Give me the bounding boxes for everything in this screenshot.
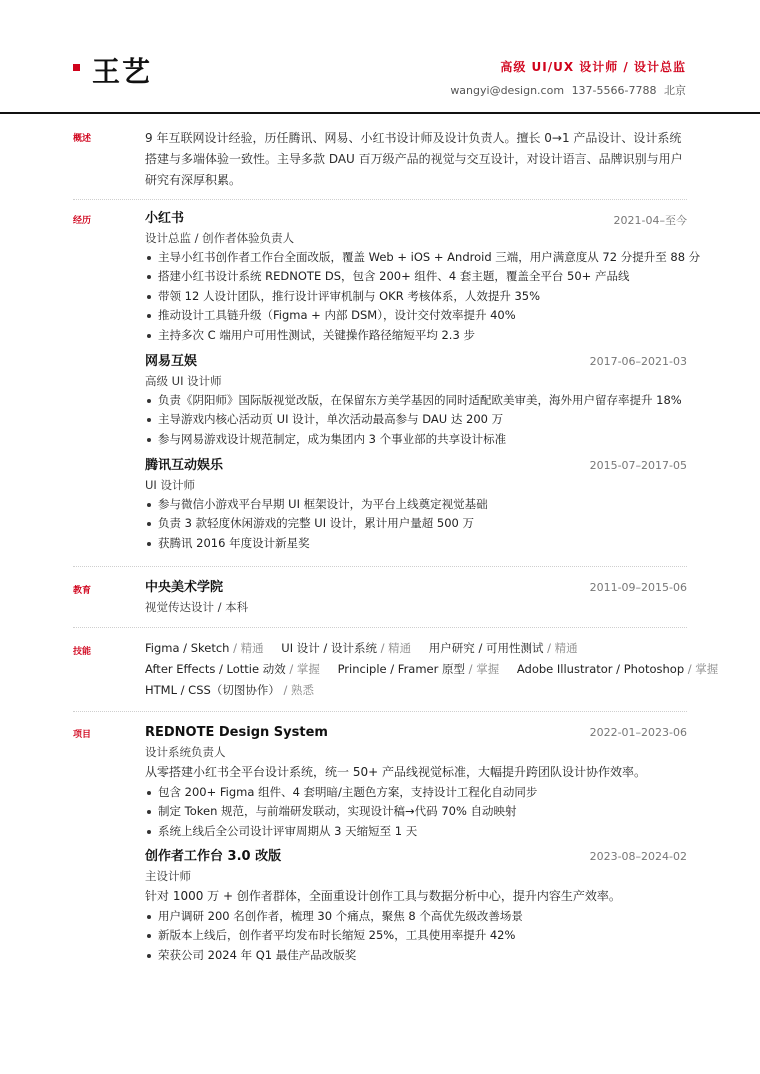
list-item: 包含 200+ Figma 组件、4 套明暗/主题色方案，支持设计工程化自动同步 <box>145 783 687 802</box>
section-divider <box>73 711 687 712</box>
skill-item: After Effects / Lottie 动效 / 掌握 <box>145 662 320 676</box>
entry-date: 2021-04–至今 <box>613 214 687 227</box>
section-divider <box>73 566 687 567</box>
project-entry <box>145 723 687 841</box>
experience-entry <box>145 209 701 345</box>
skills-list <box>145 638 719 701</box>
bullet-list <box>145 783 687 841</box>
entry-role: 主设计师 <box>145 869 191 883</box>
skill-item: UI 设计 / 设计系统 / 精通 <box>281 641 412 655</box>
list-item: 主导游戏内核心活动页 UI 设计，单次活动最高参与 DAU 达 200 万 <box>145 410 687 429</box>
accent-square-icon <box>73 64 80 71</box>
list-item: 荣获公司 2024 年 Q1 最佳产品改版奖 <box>145 946 687 965</box>
project-entry <box>145 847 687 965</box>
bullet-list <box>145 248 701 345</box>
section-label-summary: 概述 <box>73 134 92 144</box>
job-title: 高级 UI/UX 设计师 / 设计总监 <box>500 60 686 74</box>
list-item: 主导小红书创作者工作台全面改版，覆盖 Web + iOS + Android 三端，用户满意度从 72 分提升至 88 分 <box>145 248 687 267</box>
school-name: 中央美术学院 <box>145 580 224 595</box>
phone: 137-5566-7788 <box>571 84 657 97</box>
section-divider <box>73 627 687 628</box>
company-name: 小红书 <box>145 211 185 226</box>
entry-role: 高级 UI 设计师 <box>145 374 222 388</box>
list-item: 参与网易游戏设计规范制定，成为集团内 3 个事业部的共享设计标准 <box>145 430 687 449</box>
project-name: 创作者工作台 3.0 改版 <box>145 849 282 864</box>
education-entry <box>145 578 687 617</box>
list-item: 系统上线后全公司设计评审周期从 3 天缩短至 1 天 <box>145 822 687 841</box>
section-label-experience: 经历 <box>73 216 92 226</box>
company-name: 网易互娱 <box>145 354 198 369</box>
section-label-skills: 技能 <box>73 647 92 657</box>
entry-date: 2022-01–2023-06 <box>589 726 687 739</box>
skill-item: HTML / CSS（切图协作） / 熟悉 <box>145 683 315 697</box>
experience-entry <box>145 352 687 449</box>
list-item: 推动设计工具链升级（Figma + 内部 DSM），设计交付效率提升 40% <box>145 306 687 325</box>
list-item: 带领 12 人设计团队，推行设计评审机制与 OKR 考核体系，人效提升 35% <box>145 287 687 306</box>
list-item: 搭建小红书设计系统 REDNOTE DS，包含 200+ 组件、4 套主题，覆盖全平台 50+ 产品线 <box>145 267 687 286</box>
skill-row <box>145 659 719 680</box>
section-divider <box>73 199 687 200</box>
bullet-list <box>145 391 687 449</box>
experience-entry <box>145 456 687 553</box>
resume-header <box>0 0 760 114</box>
list-item: 负责《阴阳师》国际版视觉改版，在保留东方美学基因的同时适配欧美审美，海外用户留存率提升 18% <box>145 391 687 410</box>
skill-row <box>145 680 690 701</box>
bullet-list <box>145 907 687 965</box>
entry-date: 2015-07–2017-05 <box>589 459 687 472</box>
entry-role: UI 设计师 <box>145 478 195 492</box>
list-item: 用户调研 200 名创作者，梳理 30 个痛点，聚焦 8 个高优先级改善场景 <box>145 907 687 926</box>
entry-date: 2011-09–2015-06 <box>589 581 687 594</box>
section-label-projects: 项目 <box>73 730 92 740</box>
list-item: 参与微信小游戏平台早期 UI 框架设计，为平台上线奠定视觉基础 <box>145 495 687 514</box>
skill-item: 用户研究 / 可用性测试 / 精通 <box>428 641 578 655</box>
entry-date: 2017-06–2021-03 <box>589 355 687 368</box>
section-label-education: 教育 <box>73 586 92 596</box>
list-item: 负责 3 款轻度休闲游戏的完整 UI 设计，累计用户量超 500 万 <box>145 514 687 533</box>
skill-item: Adobe Illustrator / Photoshop / 掌握 <box>516 662 719 676</box>
summary-text: 9 年互联网设计经验，历任腾讯、网易、小红书设计师及设计负责人。擅长 0→1 产品设计、设计系统搭建与多端体验一致性。主导多款 DAU 百万级产品的视觉与交互设计，对设计语言、品牌识别与用户研究有深厚积累。 <box>145 131 683 187</box>
bullet-list <box>145 495 687 553</box>
entry-role: 设计系统负责人 <box>145 745 226 759</box>
company-name: 腾讯互动娱乐 <box>145 458 224 473</box>
project-description: 从零搭建小红书全平台设计系统，统一 50+ 产品线视觉标准，大幅提升跨团队设计协作效率。 <box>145 765 646 779</box>
list-item: 制定 Token 规范，与前端研发联动，实现设计稿→代码 70% 自动映射 <box>145 802 687 821</box>
entry-date: 2023-08–2024-02 <box>589 850 687 863</box>
entry-role: 设计总监 / 创作者体验负责人 <box>145 231 295 245</box>
skill-row <box>145 638 690 659</box>
project-name: REDNOTE Design System <box>145 725 328 740</box>
contact-line <box>446 82 686 98</box>
entry-role: 视觉传达设计 / 本科 <box>145 600 249 614</box>
candidate-name: 王艺 <box>92 55 153 88</box>
list-item: 主持多次 C 端用户可用性测试，关键操作路径缩短平均 2.3 步 <box>145 326 687 345</box>
skill-item: Figma / Sketch / 精通 <box>145 641 264 655</box>
project-description: 针对 1000 万 + 创作者群体，全面重设计创作工具与数据分析中心，提升内容生产效率。 <box>145 889 621 903</box>
city: 北京 <box>664 84 686 97</box>
list-item: 获腾讯 2016 年度设计新星奖 <box>145 534 687 553</box>
email: wangyi@design.com <box>450 84 565 97</box>
skill-item: Principle / Framer 原型 / 掌握 <box>337 662 500 676</box>
list-item: 新版本上线后，创作者平均发布时长缩短 25%，工具使用率提升 42% <box>145 926 687 945</box>
